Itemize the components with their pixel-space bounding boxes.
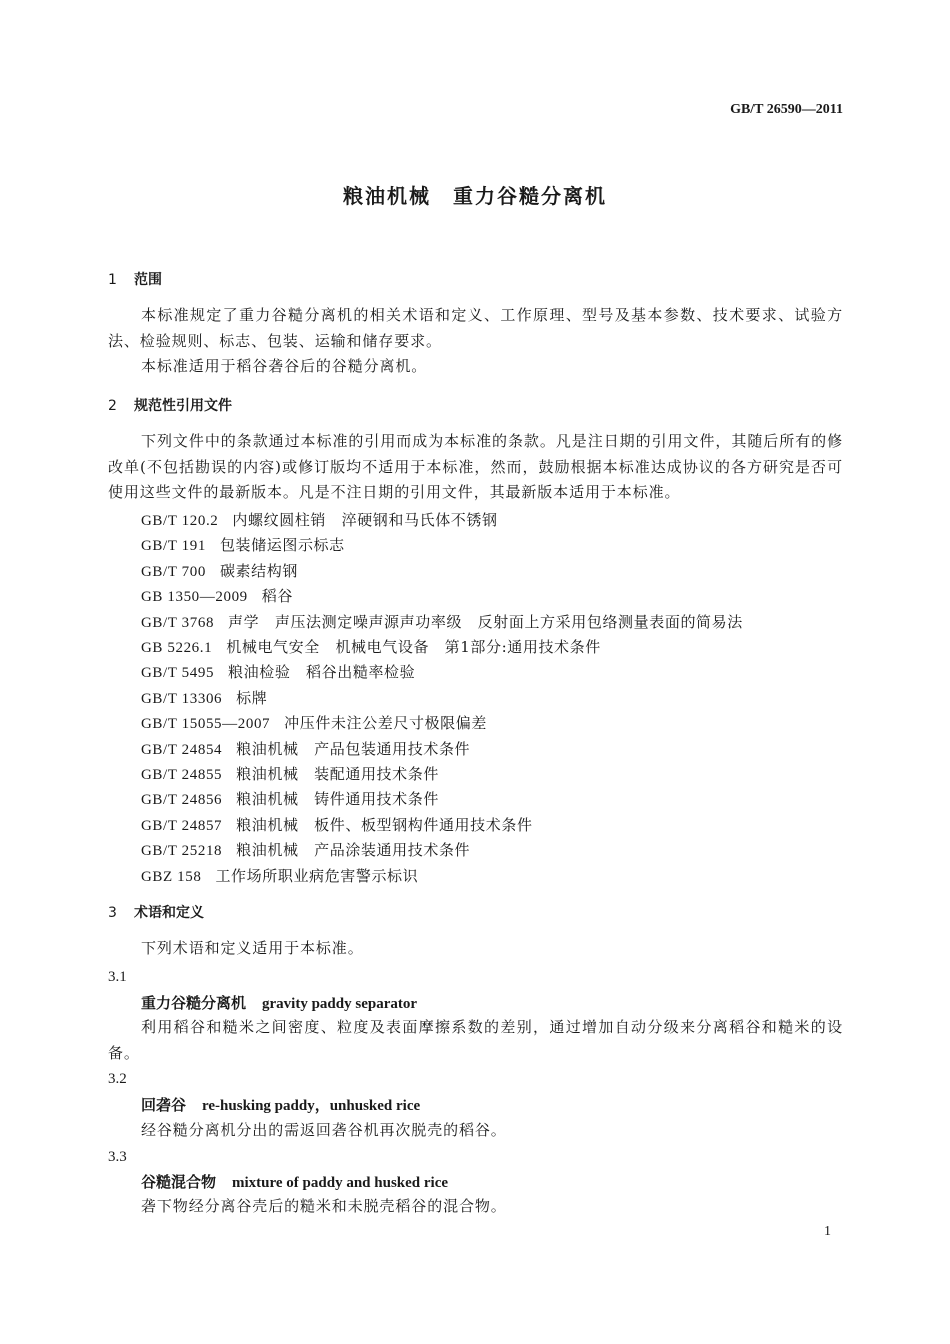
reference-title: 冲压件未注公差尺寸极限偏差 <box>284 714 487 733</box>
section-title: 范围 <box>134 272 162 288</box>
section-title: 规范性引用文件 <box>134 398 232 414</box>
reference-title: 机械电气安全 机械电气设备 第1部分:通用技术条件 <box>226 638 601 656</box>
reference-item <box>141 586 293 607</box>
reference-code: GB 5226.1 <box>141 640 213 656</box>
term-zh: 重力谷糙分离机 <box>141 994 247 1012</box>
section-number: 1 <box>108 272 117 288</box>
reference-item <box>141 637 601 658</box>
term-en: gravity paddy separator <box>262 996 418 1012</box>
reference-code: GB/T 3768 <box>141 614 215 631</box>
reference-code: GB/T 120.2 <box>141 513 219 529</box>
reference-item <box>141 866 418 887</box>
document-title: 粮油机械 重力谷糙分离机 <box>343 184 607 208</box>
page-number: 1 <box>824 1224 831 1239</box>
reference-code: GBZ 158 <box>141 868 202 885</box>
reference-title: 粮油机械 产品涂装通用技术条件 <box>236 841 471 860</box>
reference-code: GB/T 15055—2007 <box>141 716 271 733</box>
term-definition: 砻下物经分离谷壳后的糙米和未脱壳稻谷的混合物。 <box>141 1197 507 1215</box>
reference-item <box>141 561 298 582</box>
reference-title: 稻谷 <box>261 587 293 606</box>
term-zh: 谷糙混合物 <box>141 1173 217 1191</box>
term-definition: 利用稻谷和糙米之间密度、粒度及表面摩擦系数的差别，通过增加自动分级来分离稻谷和糙米的设备。 <box>108 1018 843 1062</box>
clause-number: 3.1 <box>108 969 127 985</box>
reference-item <box>141 510 498 531</box>
reference-code: GB/T 24857 <box>141 817 223 834</box>
reference-title: 标牌 <box>236 688 268 707</box>
clause-number: 3.2 <box>108 1071 127 1087</box>
reference-item <box>141 840 470 861</box>
reference-title: 粮油机械 产品包装通用技术条件 <box>236 739 471 758</box>
reference-item <box>141 688 267 709</box>
section-number: 2 <box>108 398 117 414</box>
term-heading <box>141 993 417 1014</box>
reference-title: 碳素结构钢 <box>219 561 298 580</box>
reference-code: GB/T 24856 <box>141 792 223 809</box>
clause-number: 3.3 <box>108 1149 127 1165</box>
term-heading <box>141 1095 420 1116</box>
reference-item <box>141 612 743 633</box>
section-3-heading <box>108 903 204 923</box>
reference-code: GB/T 24854 <box>141 741 223 758</box>
paragraph: 本标准适用于稻谷砻谷后的谷糙分离机。 <box>141 357 428 375</box>
section-number: 3 <box>108 905 117 921</box>
reference-code: GB/T 24855 <box>141 767 223 783</box>
reference-title: 内螺纹圆柱销 淬硬钢和马氏体不锈钢 <box>232 511 498 529</box>
reference-item <box>141 713 487 734</box>
reference-title: 粮油机械 板件、板型钢构件通用技术条件 <box>236 815 533 834</box>
reference-title: 粮油机械 装配通用技术条件 <box>236 765 439 783</box>
reference-code: GB/T 25218 <box>141 843 223 860</box>
reference-item <box>141 815 533 836</box>
section-1-heading <box>108 270 162 290</box>
reference-code: GB/T 5495 <box>141 665 215 682</box>
reference-code: GB/T 700 <box>141 563 206 580</box>
term-en: mixture of paddy and husked rice <box>232 1175 449 1191</box>
reference-code: GB/T 13306 <box>141 690 223 707</box>
term-zh: 回砻谷 <box>141 1096 187 1114</box>
paragraph: 本标准规定了重力谷糙分离机的相关术语和定义、工作原理、型号及基本参数、技术要求、试验方法、检验规则、标志、包装、运输和储存要求。 <box>108 306 843 350</box>
reference-title: 粮油检验 稻谷出糙率检验 <box>228 663 416 682</box>
term-en: re-husking paddy，unhusked rice <box>202 1098 421 1114</box>
reference-title: 包装储运图示标志 <box>219 536 345 555</box>
term-heading <box>141 1172 448 1193</box>
reference-item <box>141 535 345 556</box>
reference-code: GB/T 191 <box>141 538 206 555</box>
reference-title: 粮油机械 铸件通用技术条件 <box>236 790 439 809</box>
standard-number: GB/T 26590—2011 <box>730 102 843 117</box>
paragraph: 下列文件中的条款通过本标准的引用而成为本标准的条款。凡是注日期的引用文件，其随后所有的修改单(不包括勘误的内容)或修订版均不适用于本标准，然而，鼓励根据本标准达成协议的各方研究是否可使用这些文件的最新版本。凡是不注日期的引用文件，其最新版本适用于本标准。 <box>108 432 843 502</box>
reference-item <box>141 662 415 683</box>
reference-code: GB 1350—2009 <box>141 589 248 606</box>
term-definition: 经谷糙分离机分出的需返回砻谷机再次脱壳的稻谷。 <box>141 1121 507 1139</box>
reference-item <box>141 739 470 760</box>
section-title: 术语和定义 <box>134 905 204 921</box>
reference-title: 工作场所职业病危害警示标识 <box>215 866 419 885</box>
section-2-heading <box>108 396 232 416</box>
reference-item <box>141 764 439 785</box>
reference-item <box>141 789 439 810</box>
paragraph: 下列术语和定义适用于本标准。 <box>141 939 364 957</box>
reference-title: 声学 声压法测定噪声源声功率级 反射面上方采用包络测量表面的简易法 <box>228 612 743 631</box>
